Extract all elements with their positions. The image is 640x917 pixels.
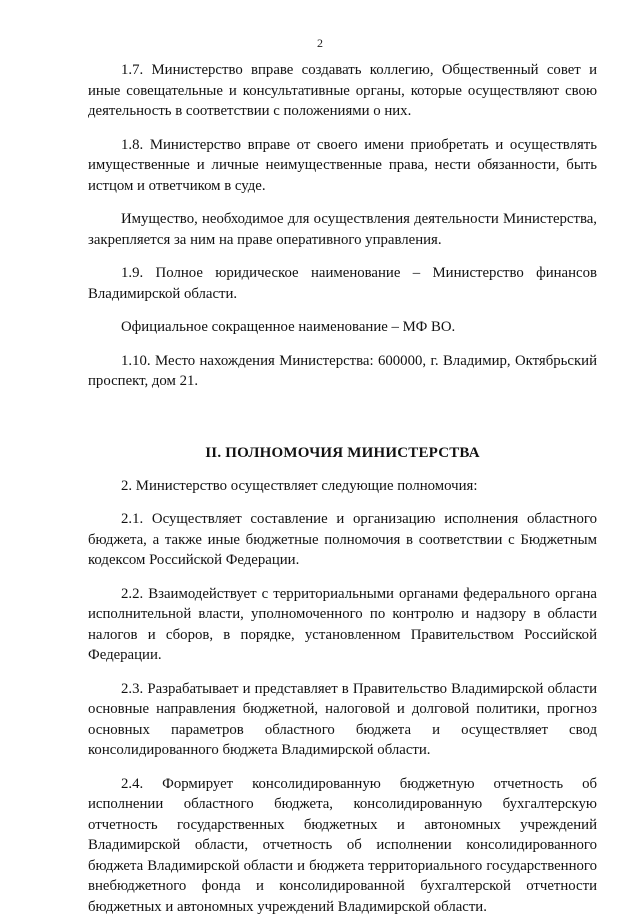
paragraph-1-9: 1.9. Полное юридическое наименование – Министерство финансов Владимирской области. [88, 263, 597, 304]
paragraph-2-3: 2.3. Разрабатывает и представляет в Правительство Владимирской области основные направления бюджетной, налоговой и долговой политики, прогноз основных параметров областного бюджета и осуществляет свод консолидированного бюджета Владимирской области. [88, 679, 597, 761]
paragraph-1-8: 1.8. Министерство вправе от своего имени приобретать и осуществлять имущественные и личные неимущественные права, нести обязанности, быть истцом и ответчиком в суде. [88, 135, 597, 197]
paragraph-2-4: 2.4. Формирует консолидированную бюджетную отчетность об исполнении областного бюджета, консолидированную бухгалтерскую отчетность государственных бюджетных и автономных учреждений Владимирской области, отчетность об исполнении консолидированного бюджета Владимирской области и бюджета территориального государственного внебюджетного фонда и консолидированной бухгалтерской отчетности бюджетных и автономных учреждений Владимирской области. [88, 774, 597, 917]
paragraph-2-1: 2.1. Осуществляет составление и организацию исполнения областного бюджета, а также иные бюджетные полномочия в соответствии с Бюджетным кодексом Российской Федерации. [88, 509, 597, 571]
paragraph-2: 2. Министерство осуществляет следующие полномочия: [88, 476, 597, 497]
page-number: 2 [0, 36, 640, 51]
paragraph-2-2: 2.2. Взаимодействует с территориальными органами федерального органа исполнительной власти, уполномоченного по контролю и надзору в области налогов и сборов, в порядке, установленном Правительством Российской Федерации. [88, 584, 597, 666]
document-body [88, 60, 597, 917]
paragraph-1-10: 1.10. Место нахождения Министерства: 600000, г. Владимир, Октябрьский проспект, дом 21. [88, 351, 597, 392]
paragraph-1-7: 1.7. Министерство вправе создавать коллегию, Общественный совет и иные совещательные и консультативные органы, которые осуществляют свою деятельность в соответствии с положениями о них. [88, 60, 597, 122]
paragraph-property: Имущество, необходимое для осуществления деятельности Министерства, закрепляется за ним на праве оперативного управления. [88, 209, 597, 250]
paragraph-short-name: Официальное сокращенное наименование – МФ ВО. [88, 317, 597, 338]
section-heading: II. ПОЛНОМОЧИЯ МИНИСТЕРСТВА [88, 443, 597, 463]
